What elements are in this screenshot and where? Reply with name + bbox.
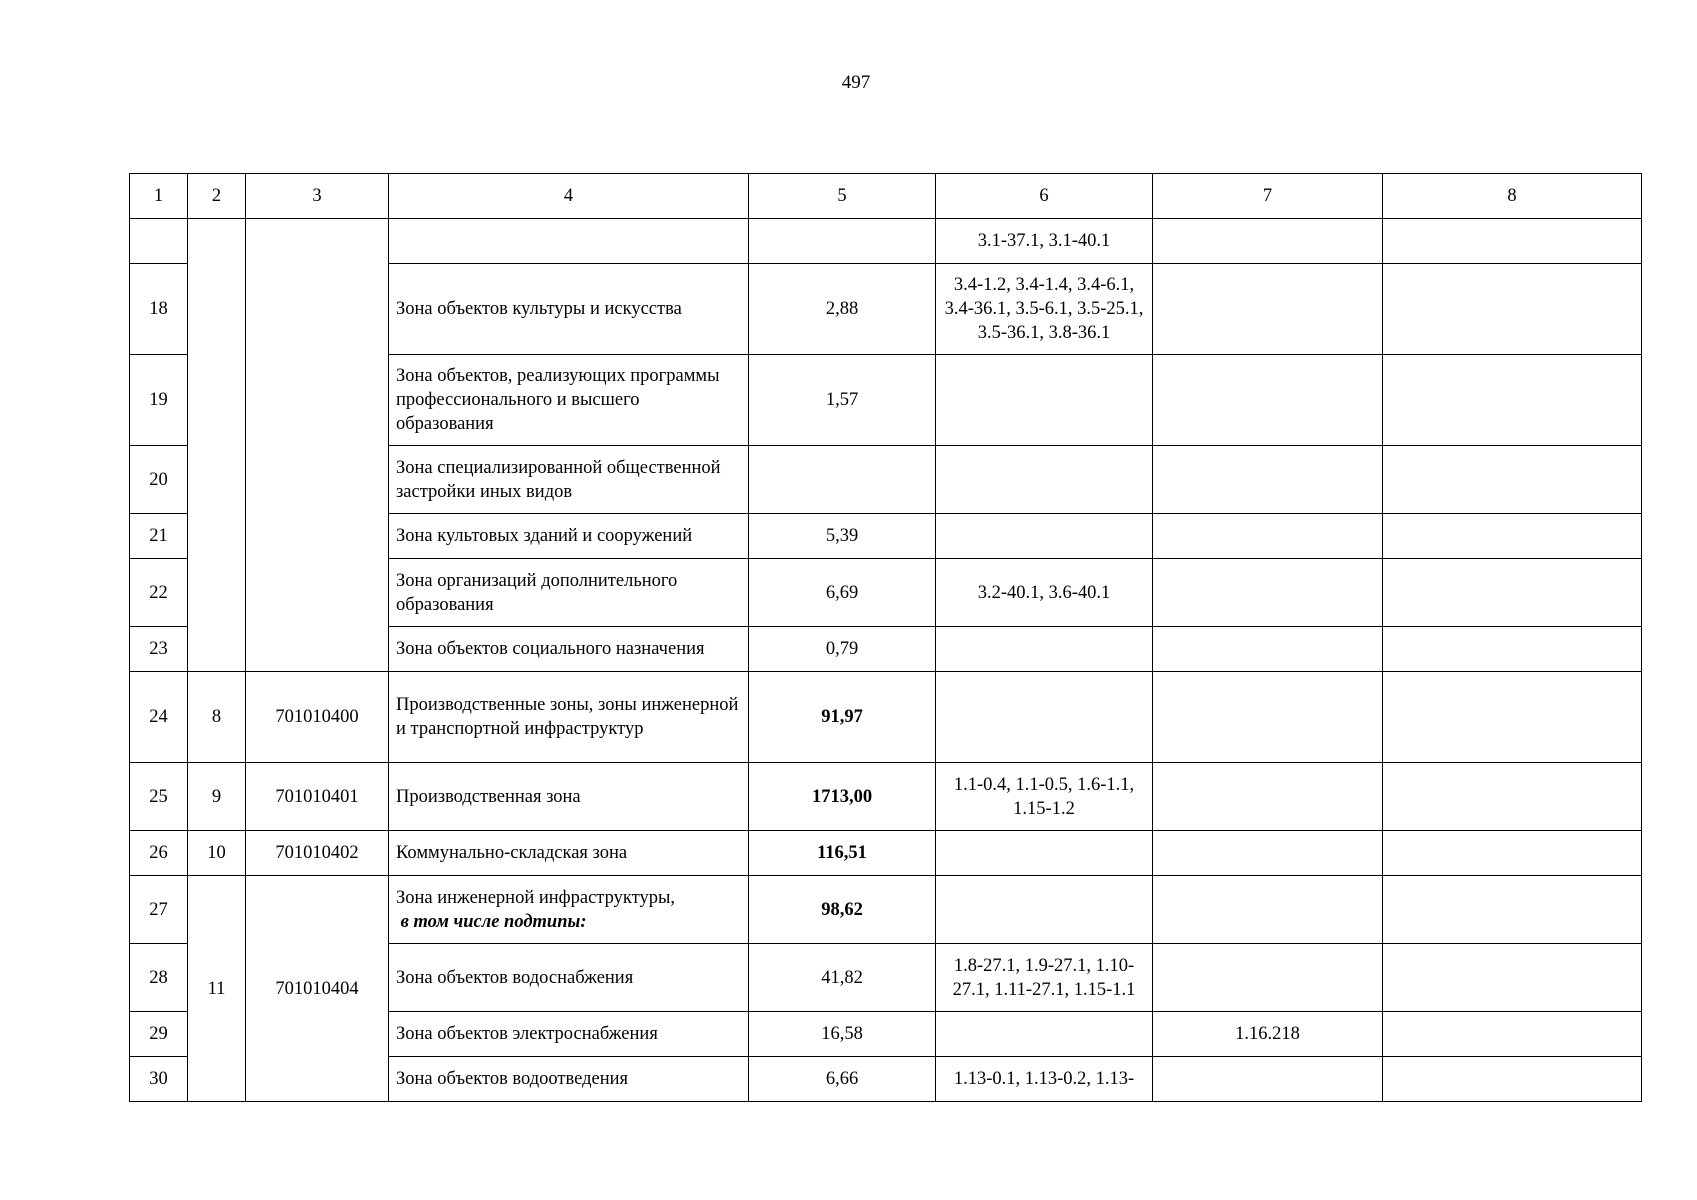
- zone-area: [749, 219, 936, 264]
- zone-name: Зона объектов водоотведения: [389, 1057, 749, 1102]
- group-number: 10: [188, 831, 246, 876]
- header-cell: 4: [389, 174, 749, 219]
- zone-name: Зона объектов, реализующих программы профессионального и высшего образования: [389, 355, 749, 446]
- col8-value: [1383, 264, 1642, 355]
- col7-value: [1153, 219, 1383, 264]
- zone-area: 116,51: [749, 831, 936, 876]
- col8-value: [1383, 219, 1642, 264]
- header-cell: 1: [130, 174, 188, 219]
- zone-codes: [936, 1012, 1153, 1057]
- col7-value: [1153, 876, 1383, 944]
- row-number: 22: [130, 559, 188, 627]
- zone-name: Производственная зона: [389, 763, 749, 831]
- zone-name: [389, 219, 749, 264]
- zone-name: Зона культовых зданий и сооружений: [389, 514, 749, 559]
- zone-codes: [936, 831, 1153, 876]
- col7-value: 1.16.218: [1153, 1012, 1383, 1057]
- zone-name-cell: [389, 876, 749, 944]
- row-number: 19: [130, 355, 188, 446]
- zone-code: 701010400: [246, 672, 389, 763]
- zone-area: 98,62: [749, 876, 936, 944]
- zone-codes: [936, 355, 1153, 446]
- row-number: 25: [130, 763, 188, 831]
- row-number: 23: [130, 627, 188, 672]
- zone-name: Производственные зоны, зоны инженерной и транспортной инфраструктур: [389, 672, 749, 763]
- zone-name: Зона объектов электроснабжения: [389, 1012, 749, 1057]
- col7-value: [1153, 355, 1383, 446]
- group-number: 9: [188, 763, 246, 831]
- col8-value: [1383, 1057, 1642, 1102]
- zone-name: Коммунально-складская зона: [389, 831, 749, 876]
- group-number-cell: [188, 219, 246, 672]
- zone-codes: 1.8-27.1, 1.9-27.1, 1.10-27.1, 1.11-27.1, 1.15-1.1: [936, 944, 1153, 1012]
- zone-area: [749, 446, 936, 514]
- header-cell: 8: [1383, 174, 1642, 219]
- zone-area: 16,58: [749, 1012, 936, 1057]
- zone-codes: [936, 514, 1153, 559]
- row-number: 30: [130, 1057, 188, 1102]
- zone-codes: 3.4-1.2, 3.4-1.4, 3.4-6.1, 3.4-36.1, 3.5-6.1, 3.5-25.1, 3.5-36.1, 3.8-36.1: [936, 264, 1153, 355]
- header-cell: 2: [188, 174, 246, 219]
- group-number: 8: [188, 672, 246, 763]
- zone-codes: [936, 672, 1153, 763]
- page-number: 497: [841, 72, 871, 93]
- zone-name: Зона организаций дополнительного образования: [389, 559, 749, 627]
- row-number: 18: [130, 264, 188, 355]
- zone-code: 701010401: [246, 763, 389, 831]
- col7-value: [1153, 763, 1383, 831]
- row-number: 21: [130, 514, 188, 559]
- group-number: 11: [188, 876, 246, 1102]
- zone-codes: 3.1-37.1, 3.1-40.1: [936, 219, 1153, 264]
- zone-area: 1,57: [749, 355, 936, 446]
- col8-value: [1383, 763, 1642, 831]
- col8-value: [1383, 627, 1642, 672]
- zone-codes: [936, 627, 1153, 672]
- zone-codes: 1.1-0.4, 1.1-0.5, 1.6-1.1, 1.15-1.2: [936, 763, 1153, 831]
- col7-value: [1153, 944, 1383, 1012]
- row-number: 24: [130, 672, 188, 763]
- col7-value: [1153, 672, 1383, 763]
- table-header-row: [130, 174, 1642, 219]
- zone-codes: [936, 876, 1153, 944]
- col7-value: [1153, 264, 1383, 355]
- col7-value: [1153, 446, 1383, 514]
- col7-value: [1153, 627, 1383, 672]
- zone-name: Зона объектов культуры и искусства: [389, 264, 749, 355]
- row-number: 26: [130, 831, 188, 876]
- zones-table: [129, 173, 1642, 1102]
- col7-value: [1153, 559, 1383, 627]
- col7-value: [1153, 514, 1383, 559]
- zone-area: 1713,00: [749, 763, 936, 831]
- header-cell: 6: [936, 174, 1153, 219]
- zone-codes: 3.2-40.1, 3.6-40.1: [936, 559, 1153, 627]
- row-number: 28: [130, 944, 188, 1012]
- zone-codes: 1.13-0.1, 1.13-0.2, 1.13-: [936, 1057, 1153, 1102]
- col8-value: [1383, 831, 1642, 876]
- col7-value: [1153, 831, 1383, 876]
- zone-name: Зона специализированной общественной застройки иных видов: [389, 446, 749, 514]
- zone-area: 2,88: [749, 264, 936, 355]
- table-row: [130, 672, 1642, 763]
- zone-area: 6,69: [749, 559, 936, 627]
- zone-code-cell: [246, 219, 389, 672]
- col7-value: [1153, 1057, 1383, 1102]
- zone-code: 701010402: [246, 831, 389, 876]
- zone-area: 5,39: [749, 514, 936, 559]
- row-number: [130, 219, 188, 264]
- row-number: 27: [130, 876, 188, 944]
- zone-name: Зона инженерной инфраструктуры,: [396, 887, 676, 908]
- header-cell: 3: [246, 174, 389, 219]
- col8-value: [1383, 446, 1642, 514]
- table-row: [130, 876, 1642, 944]
- table-row: [130, 219, 1642, 264]
- row-number: 20: [130, 446, 188, 514]
- zone-area: 41,82: [749, 944, 936, 1012]
- col8-value: [1383, 876, 1642, 944]
- zone-area: 91,97: [749, 672, 936, 763]
- col8-value: [1383, 1012, 1642, 1057]
- zone-subtypes-note: в том числе подтипы:: [400, 911, 587, 932]
- zone-area: 0,79: [749, 627, 936, 672]
- zone-name: Зона объектов водоснабжения: [389, 944, 749, 1012]
- zone-name: Зона объектов социального назначения: [389, 627, 749, 672]
- header-cell: 7: [1153, 174, 1383, 219]
- row-number: 29: [130, 1012, 188, 1057]
- col8-value: [1383, 514, 1642, 559]
- col8-value: [1383, 672, 1642, 763]
- header-cell: 5: [749, 174, 936, 219]
- zone-area: 6,66: [749, 1057, 936, 1102]
- table-row: [130, 763, 1642, 831]
- zone-codes: [936, 446, 1153, 514]
- col8-value: [1383, 944, 1642, 1012]
- col8-value: [1383, 355, 1642, 446]
- col8-value: [1383, 559, 1642, 627]
- zone-code: 701010404: [246, 876, 389, 1102]
- table-row: [130, 831, 1642, 876]
